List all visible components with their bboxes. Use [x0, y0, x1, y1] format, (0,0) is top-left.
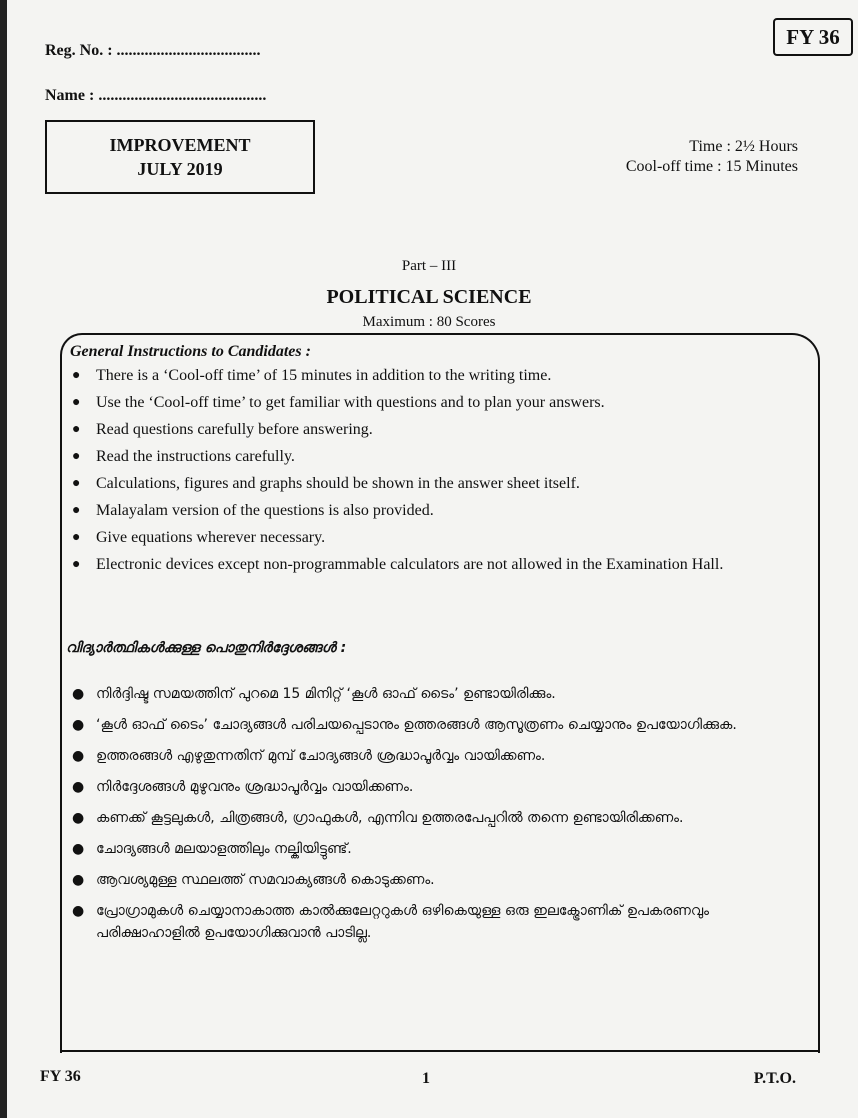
- cool-off-time: Cool-off time : 15 Minutes: [625, 158, 798, 175]
- exam-session-box: [45, 120, 315, 194]
- scan-edge: [0, 0, 7, 1118]
- instruction-item-ml: [72, 745, 792, 767]
- bullet-icon: ●: [72, 748, 85, 764]
- name-dots: ..........................................: [98, 87, 267, 104]
- instruction-text: ആവശ്യമുള്ള സ്ഥലത്ത് സമവാക്യങ്ങൾ കൊടുക്കണം.: [96, 872, 435, 888]
- footer-code: FY 36: [40, 1068, 81, 1085]
- reg-no-dots: ....................................: [116, 42, 261, 59]
- instruction-item-ml: [72, 869, 792, 891]
- instruction-text: നിർദ്ദേശങ്ങൾ മുഴുവനും ശ്രദ്ധാപൂർവ്വം വായിക്കണം.: [96, 779, 414, 795]
- instruction-text: Give equations wherever necessary.: [96, 529, 326, 546]
- part-label: Part – III: [401, 258, 457, 274]
- exam-type: IMPROVEMENT: [109, 135, 251, 155]
- instruction-item: [72, 555, 786, 575]
- bullet-icon: ●: [72, 557, 81, 572]
- instruction-text: Calculations, figures and graphs should be shown in the answer sheet itself.: [96, 475, 580, 492]
- instructions-heading-en: General Instructions to Candidates :: [70, 343, 311, 360]
- time-duration: Time : 2½ Hours: [689, 138, 798, 155]
- bullet-icon: ●: [72, 395, 81, 410]
- instruction-text: നിർദ്ദിഷ്ട സമയത്തിന് പുറമെ 15 മിനിറ്റ് ‘കൂൾ ഓഫ് ടൈം’ ഉണ്ടായിരിക്കും.: [96, 686, 556, 702]
- time-info: [626, 137, 798, 177]
- bullet-icon: ●: [72, 368, 81, 383]
- paper-code: FY 36: [786, 24, 840, 49]
- bottom-rule: [60, 1050, 820, 1052]
- instruction-text: പ്രോഗ്രാമുകൾ ചെയ്യാനാകാത്ത കാൽക്കുലേറ്ററുകൾ ഒഴികെയുള്ള ഒരു ഇലക്ട്രോണിക് ഉപകരണവും പരിക്ഷാഹാളിൽ ഉപയോഗിക്കുവാൻ പാടില്ല.: [96, 903, 709, 941]
- instruction-text: Electronic devices except non-programmable calculators are not allowed in the Examination Hall.: [96, 556, 724, 573]
- instruction-text: Read questions carefully before answering.: [96, 421, 373, 438]
- bullet-icon: ●: [72, 810, 85, 826]
- bullet-icon: ●: [72, 503, 81, 518]
- instruction-text: Use the ‘Cool-off time’ to get familiar with questions and to plan your answers.: [96, 394, 605, 411]
- instruction-item-ml: [72, 838, 792, 860]
- instruction-item: [72, 501, 792, 521]
- reg-no-label: Reg. No. :: [45, 42, 117, 59]
- instruction-item-ml: [72, 776, 792, 798]
- bullet-icon: ●: [72, 530, 81, 545]
- instruction-text: Read the instructions carefully.: [96, 448, 295, 465]
- instruction-text: ‘കൂൾ ഓഫ് ടൈം’ ചോദ്യങ്ങൾ പരിചയപ്പെടാനും ഉത്തരങ്ങൾ ആസൂത്രണം ചെയ്യാനും ഉപയോഗിക്കുക.: [96, 717, 737, 733]
- instructions-list-ml: [72, 683, 792, 953]
- paper-code-box: [773, 18, 853, 56]
- instruction-text: ഉത്തരങ്ങൾ എഴുതുന്നതിന് മുമ്പ് ചോദ്യങ്ങൾ ശ്രദ്ധാപൂർവ്വം വായിക്കണം.: [96, 748, 546, 764]
- max-score: Maximum : 80 Scores: [362, 314, 496, 330]
- instruction-item: [72, 528, 792, 548]
- pto-label: P.T.O.: [753, 1070, 796, 1087]
- bullet-icon: ●: [72, 872, 85, 888]
- instructions-list-en: [72, 366, 792, 582]
- instruction-text: കണക്ക് കൂട്ടലുകൾ, ചിത്രങ്ങൾ, ഗ്രാഫുകൾ, എന്നിവ ഉത്തരപേപ്പറിൽ തന്നെ ഉണ്ടായിരിക്കണം.: [96, 810, 684, 826]
- instruction-item: [72, 366, 792, 386]
- bullet-icon: ●: [72, 717, 85, 733]
- reg-no-line: [45, 42, 261, 60]
- instruction-item: [72, 474, 792, 494]
- bullet-icon: ●: [72, 841, 85, 857]
- subject-title: POLITICAL SCIENCE: [326, 286, 532, 308]
- instruction-item-ml: [72, 683, 792, 705]
- instruction-text: ചോദ്യങ്ങൾ മലയാളത്തിലും നല്കിയിട്ടുണ്ട്.: [96, 841, 352, 857]
- instruction-item: [72, 420, 792, 440]
- instruction-item-ml: [72, 807, 792, 829]
- bullet-icon: ●: [72, 476, 81, 491]
- bullet-icon: ●: [72, 779, 85, 795]
- exam-date: JULY 2019: [137, 159, 223, 179]
- instruction-text: Malayalam version of the questions is also provided.: [96, 502, 434, 519]
- instruction-item-ml: [72, 714, 792, 736]
- instruction-item: [72, 447, 792, 467]
- bullet-icon: ●: [72, 686, 85, 702]
- instruction-item: [72, 393, 792, 413]
- name-label: Name :: [45, 87, 99, 104]
- instructions-heading-ml: വിദ്യാർത്ഥികൾക്കുള്ള പൊതുനിർദ്ദേശങ്ങൾ :: [66, 640, 347, 656]
- bullet-icon: ●: [72, 449, 81, 464]
- bullet-icon: ●: [72, 422, 81, 437]
- instruction-text: There is a ‘Cool-off time’ of 15 minutes in addition to the writing time.: [96, 367, 552, 384]
- bullet-icon: ●: [72, 903, 85, 919]
- name-line: [45, 87, 266, 105]
- page-number: 1: [422, 1070, 430, 1087]
- instruction-item-ml: [72, 900, 792, 944]
